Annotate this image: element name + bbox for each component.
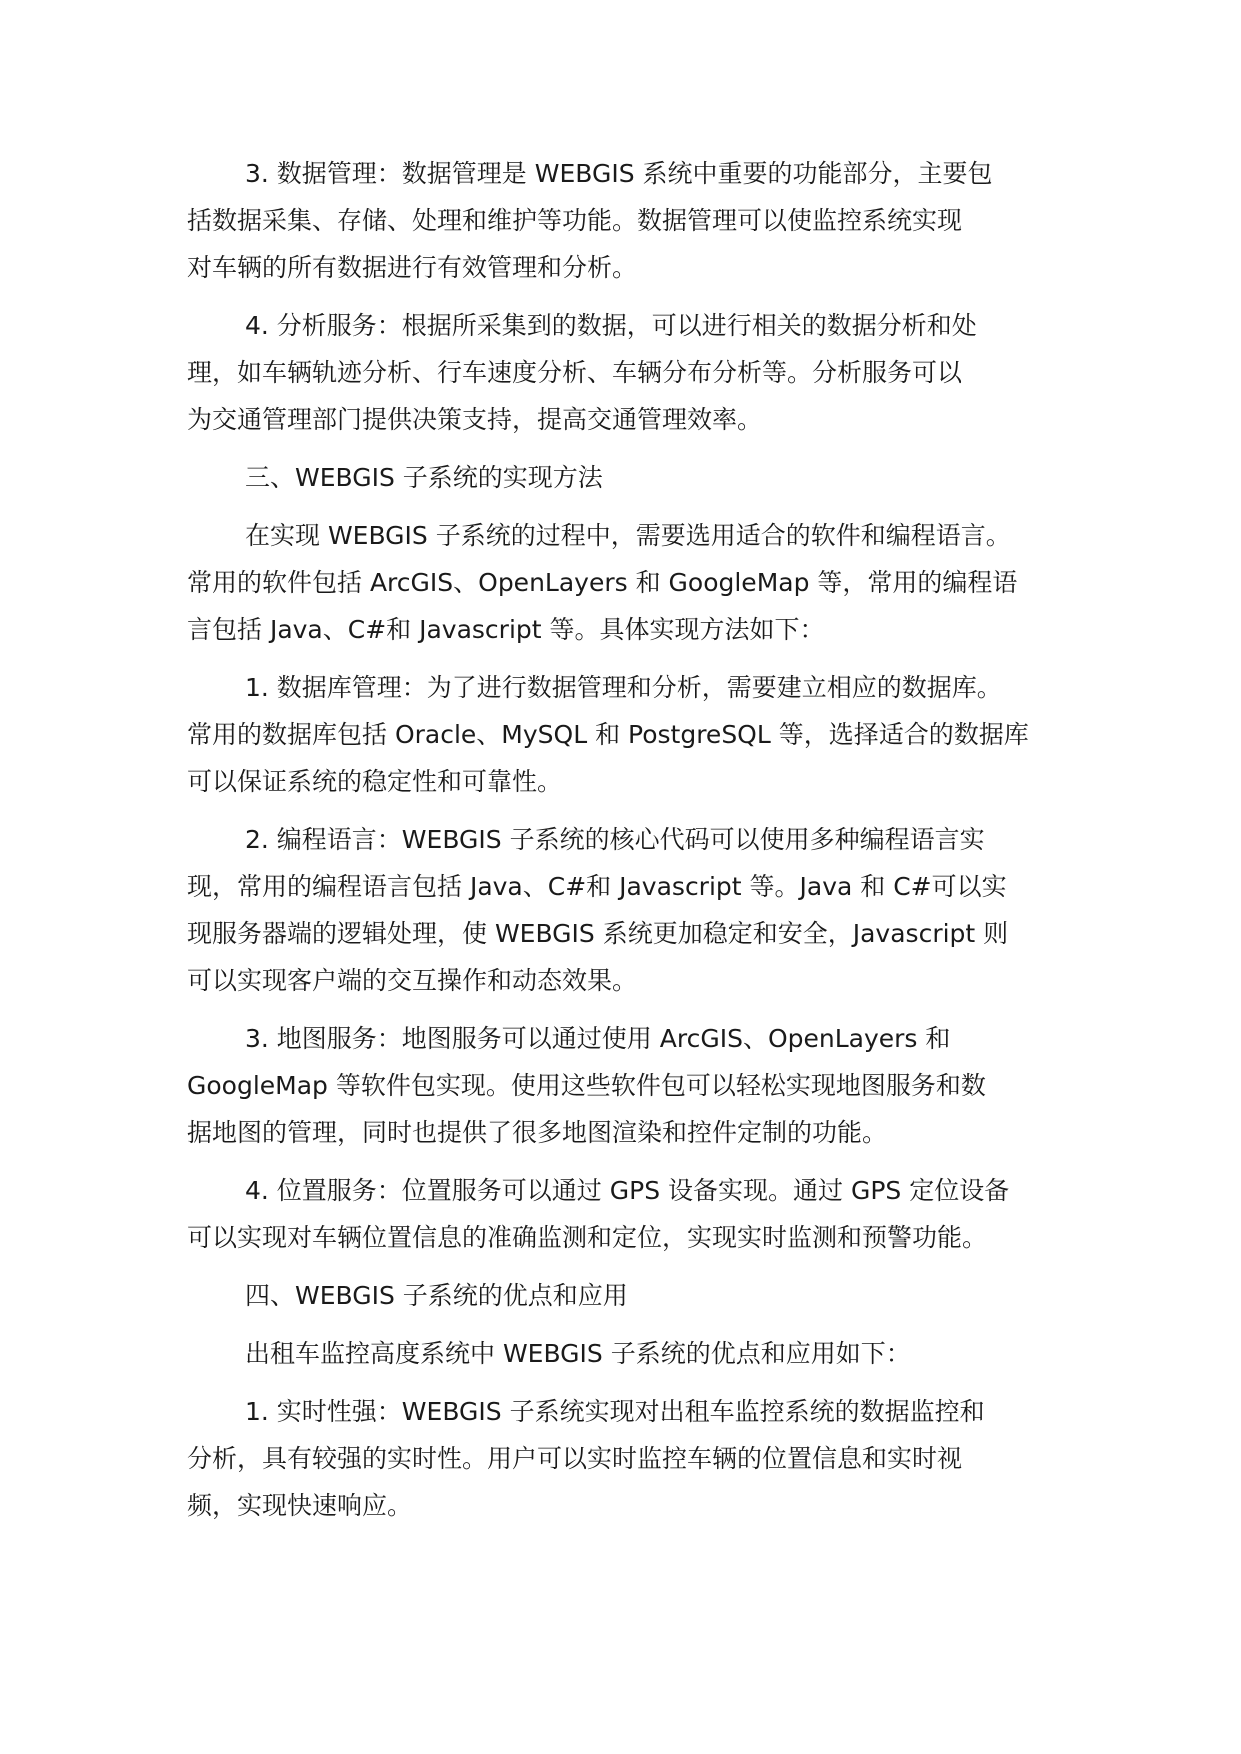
text-line: 出租车监控高度系统中 WEBGIS 子系统的优点和应用如下：: [245, 1339, 911, 1368]
text-line: 可以实现对车辆位置信息的准确监测和定位，实现实时监测和预警功能。: [187, 1223, 988, 1252]
text-line: GoogleMap 等软件包实现。使用这些软件包可以轻松实现地图服务和数: [187, 1071, 986, 1100]
text-line: 常用的软件包括 ArcGIS、OpenLayers 和 GoogleMap 等，常用的编程语: [187, 568, 1018, 597]
section-heading: 三、WEBGIS 子系统的实现方法: [245, 463, 603, 492]
text-line: 现服务器端的逻辑处理，使 WEBGIS 系统更加稳定和安全，Javascript 则: [187, 919, 1009, 948]
section-heading-implementation: [187, 454, 1087, 501]
text-line: 言包括 Java、C#和 Javascript 等。具体实现方法如下：: [187, 615, 825, 644]
text-line: 3. 地图服务：地图服务可以通过使用 ArcGIS、OpenLayers 和: [245, 1024, 951, 1053]
text-line: 频，实现快速响应。: [187, 1491, 413, 1520]
paragraph-advantages-intro: [187, 1330, 1087, 1377]
paragraph-map-service: [187, 1015, 1087, 1156]
text-line: 1. 数据库管理：为了进行数据管理和分析，需要建立相应的数据库。: [245, 673, 1002, 702]
text-line: 在实现 WEBGIS 子系统的过程中，需要选用适合的软件和编程语言。: [245, 521, 1011, 550]
text-line: 2. 编程语言：WEBGIS 子系统的核心代码可以使用多种编程语言实: [245, 825, 985, 854]
text-line: 为交通管理部门提供决策支持，提高交通管理效率。: [187, 405, 763, 434]
text-line: 3. 数据管理：数据管理是 WEBGIS 系统中重要的功能部分，主要包: [245, 159, 993, 188]
text-line: 可以保证系统的稳定性和可靠性。: [187, 767, 563, 796]
text-line: 现，常用的编程语言包括 Java、C#和 Javascript 等。Java 和 C#可以实: [187, 872, 1007, 901]
text-line: 常用的数据库包括 Oracle、MySQL 和 PostgreSQL 等，选择适合的数据库: [187, 720, 1029, 749]
document-body: [187, 150, 1087, 1540]
text-line: 4. 位置服务：位置服务可以通过 GPS 设备实现。通过 GPS 定位设备: [245, 1176, 1010, 1205]
paragraph-analysis-service: [187, 302, 1087, 443]
text-line: 1. 实时性强：WEBGIS 子系统实现对出租车监控系统的数据监控和: [245, 1397, 985, 1426]
text-line: 理，如车辆轨迹分析、行车速度分析、车辆分布分析等。分析服务可以: [187, 358, 963, 387]
paragraph-location-service: [187, 1167, 1087, 1261]
paragraph-programming-language: [187, 816, 1087, 1004]
text-line: 括数据采集、存储、处理和维护等功能。数据管理可以使监控系统实现: [187, 206, 963, 235]
text-line: 分析，具有较强的实时性。用户可以实时监控车辆的位置信息和实时视: [187, 1444, 963, 1473]
section-heading-advantages: [187, 1272, 1087, 1319]
text-line: 可以实现客户端的交互操作和动态效果。: [187, 966, 638, 995]
text-line: 据地图的管理，同时也提供了很多地图渲染和控件定制的功能。: [187, 1118, 888, 1147]
paragraph-implementation-intro: [187, 512, 1087, 653]
text-line: 4. 分析服务：根据所采集到的数据，可以进行相关的数据分析和处: [245, 311, 977, 340]
paragraph-data-management: [187, 150, 1087, 291]
paragraph-database-management: [187, 664, 1087, 805]
section-heading: 四、WEBGIS 子系统的优点和应用: [245, 1281, 628, 1310]
text-line: 对车辆的所有数据进行有效管理和分析。: [187, 253, 638, 282]
paragraph-realtime: [187, 1388, 1087, 1529]
